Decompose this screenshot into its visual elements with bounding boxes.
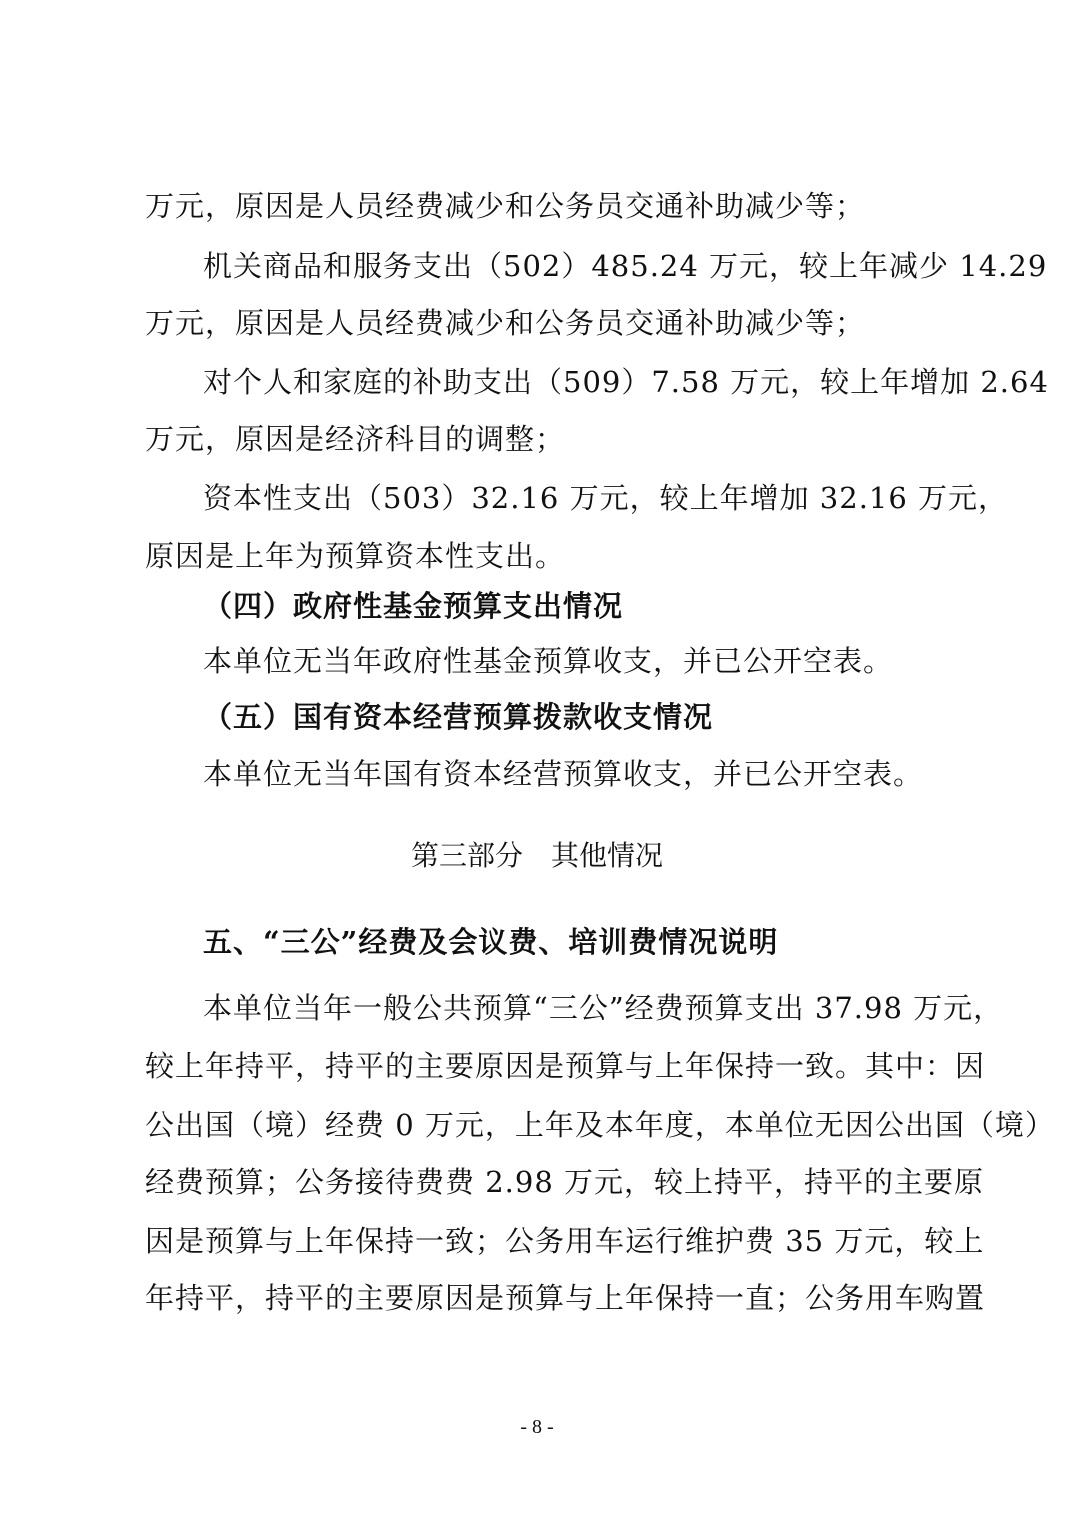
body-text-line: 本单位当年一般公共预算“三公”经费预算支出 37.98 万元， [203, 991, 1004, 1025]
page-number: - 8 - [520, 1416, 554, 1438]
body-text-line: 万元，原因是经济科目的调整； [145, 422, 566, 456]
body-text-line: 资本性支出（503）32.16 万元，较上年增加 32.16 万元， [203, 481, 1009, 515]
section-heading: 五、“三公”经费及会议费、培训费情况说明 [203, 925, 779, 959]
body-text-line: 万元，原因是人员经费减少和公务员交通补助减少等； [145, 189, 866, 223]
body-text-line: 原因是上年为预算资本性支出。 [145, 539, 566, 573]
body-text-line: 因是预算与上年保持一致；公务用车运行维护费 35 万元，较上 [145, 1224, 985, 1258]
subsection-heading: （五）国有资本经营预算拨款收支情况 [203, 700, 714, 734]
body-text-line: 年持平，持平的主要原因是预算与上年保持一直；公务用车购置 [145, 1281, 986, 1315]
body-text-line: 本单位无当年国有资本经营预算收支，并已公开空表。 [203, 757, 924, 791]
subsection-heading: （四）政府性基金预算支出情况 [203, 589, 624, 623]
body-text-line: 万元，原因是人员经费减少和公务员交通补助减少等； [145, 306, 866, 340]
body-text-line: 机关商品和服务支出（502）485.24 万元，较上年减少 14.29 [203, 249, 1048, 283]
body-text-line: 较上年持平，持平的主要原因是预算与上年保持一致。其中：因 [145, 1049, 986, 1083]
part-title: 第三部分 其他情况 [410, 839, 663, 872]
body-text-line: 经费预算；公务接待费费 2.98 万元，较上持平，持平的主要原 [145, 1165, 985, 1199]
body-text-line: 对个人和家庭的补助支出（509）7.58 万元，较上年增加 2.64 [203, 365, 1049, 399]
body-text-line: 本单位无当年政府性基金预算收支，并已公开空表。 [203, 644, 894, 678]
body-text-line: 公出国（境）经费 0 万元，上年及本年度，本单位无因公出国（境） [145, 1108, 1055, 1142]
